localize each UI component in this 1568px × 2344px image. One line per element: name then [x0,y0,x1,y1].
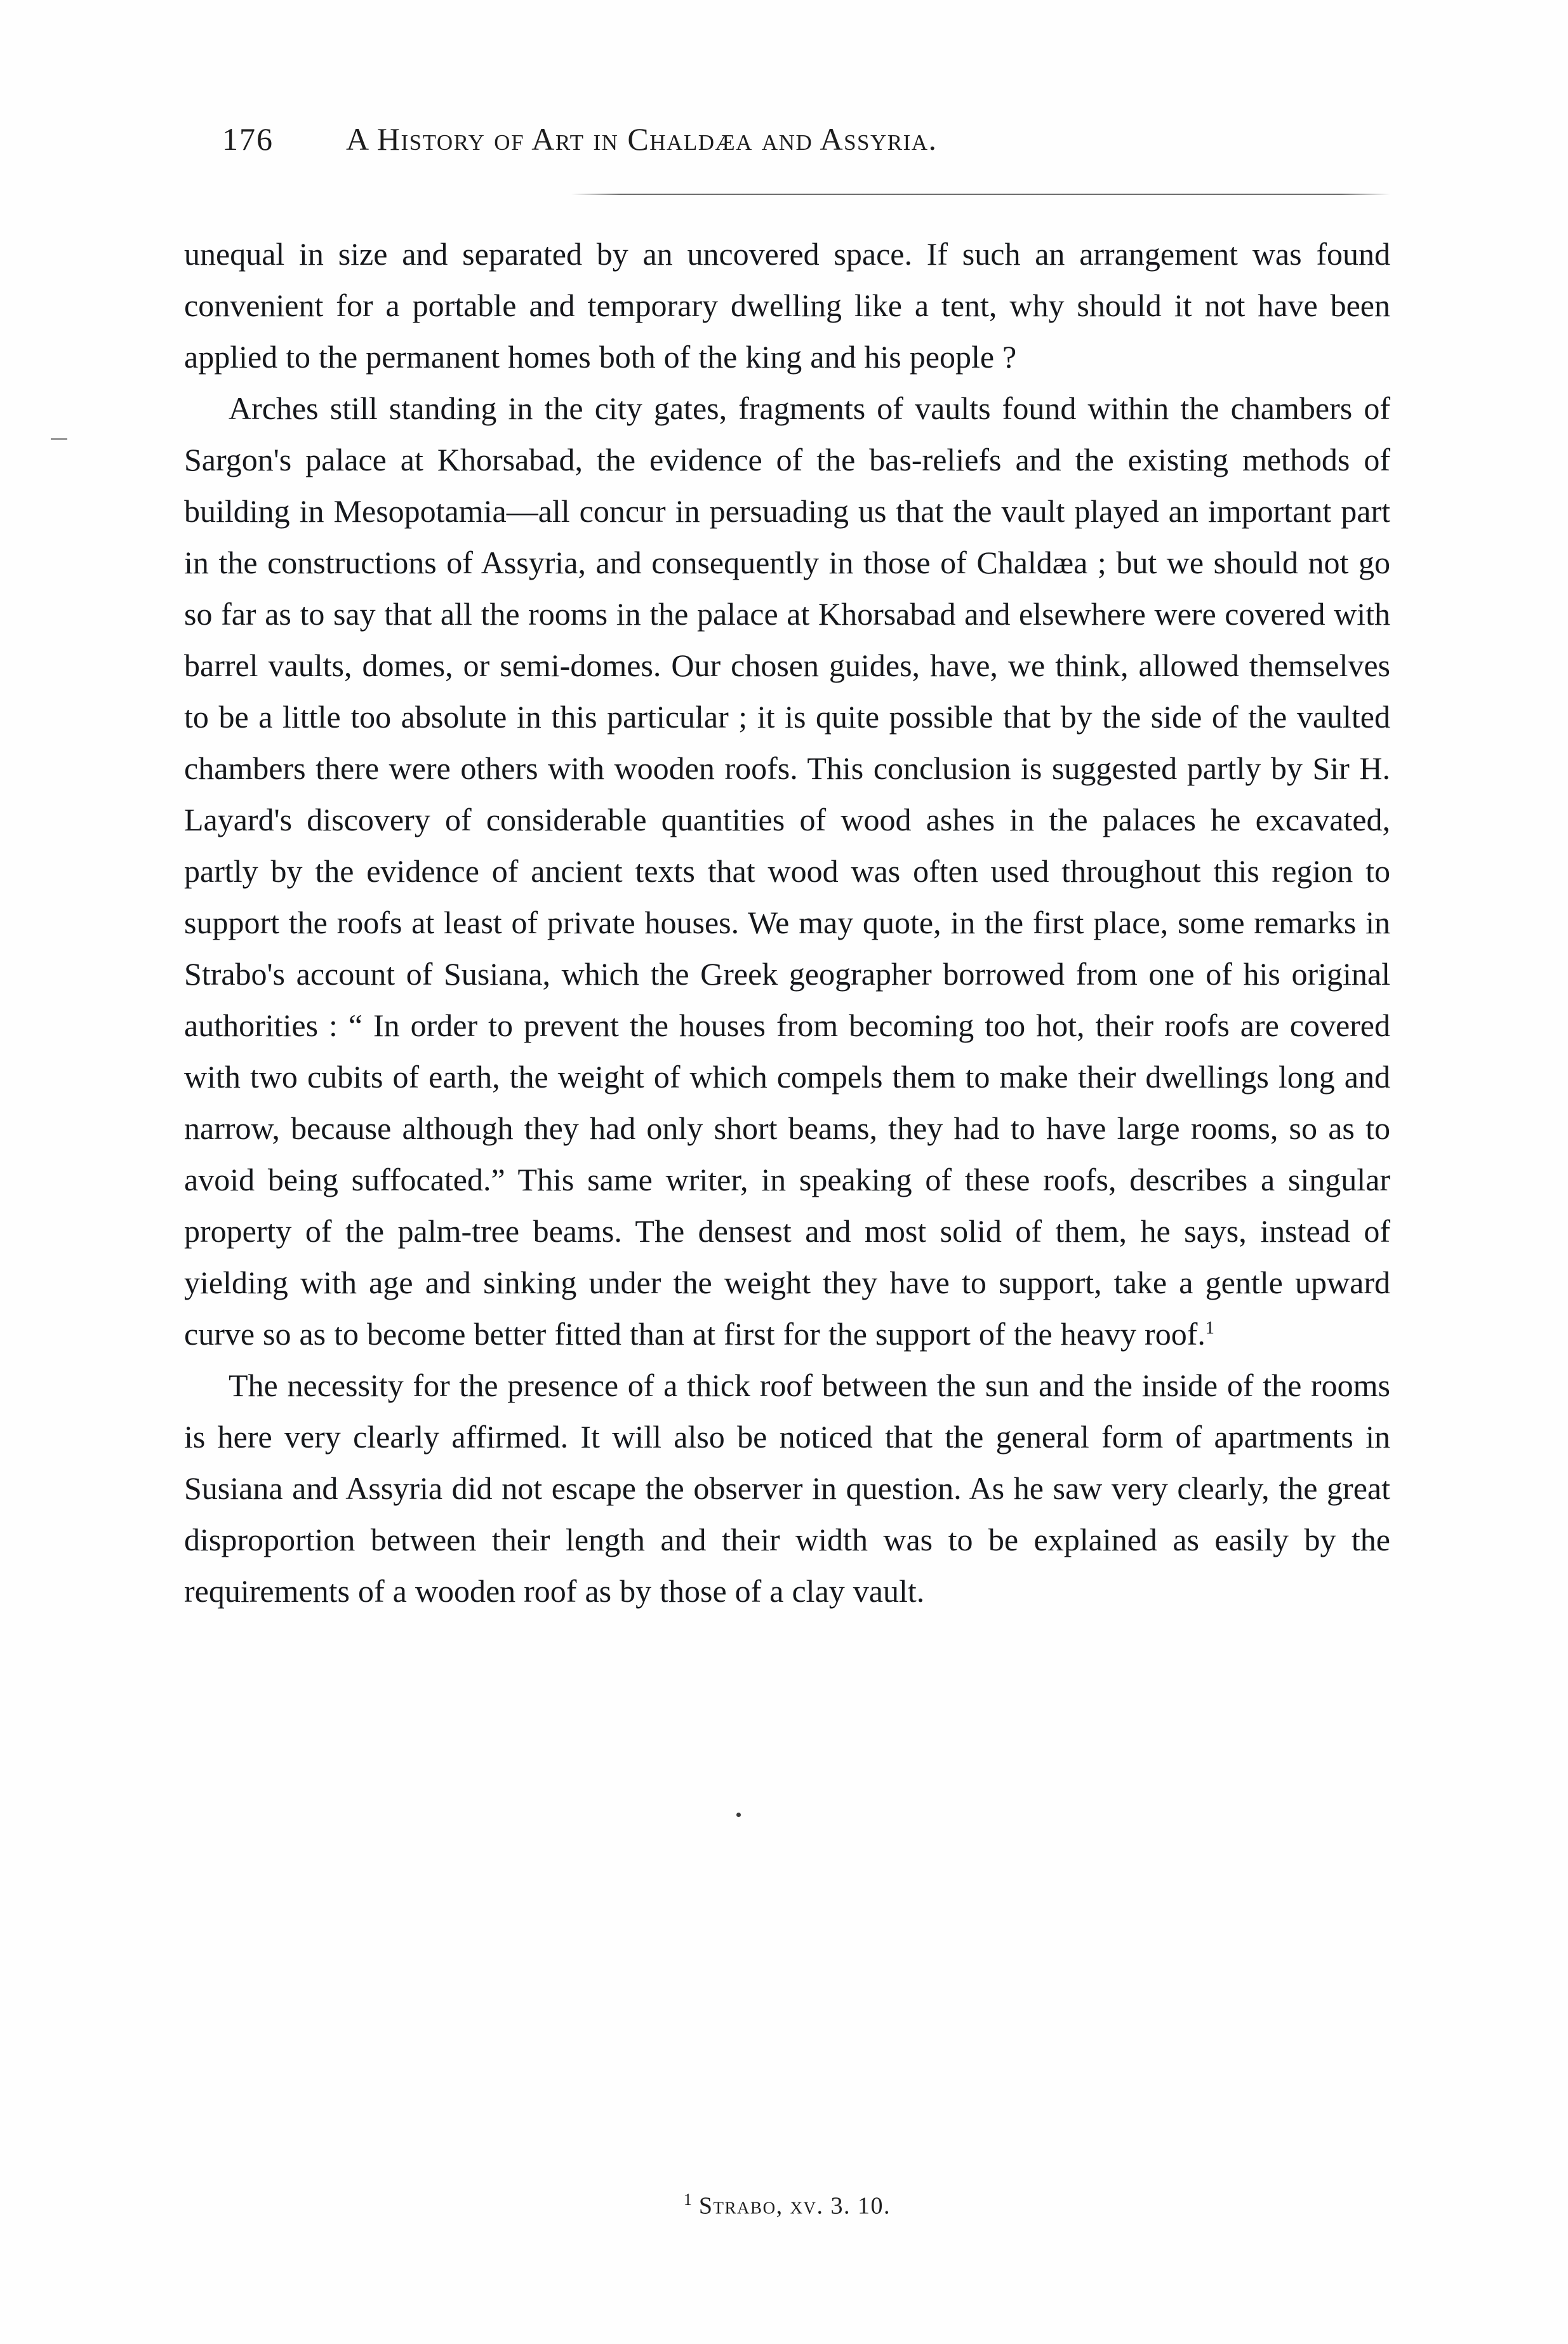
running-head [0,121,1568,171]
header-divider [571,194,1390,195]
paragraph-text: Arches still standing in the city gates, fragments of vaults found within the chambers of Sargon's palace at Khorsabad, the evidence of the bas-reliefs and the existing methods of building in Mesopotamia—all concur in persuading us that the vault played an important part in the constructions of Assyria, and consequently in those of Chaldæa ; but we should not go so far as to say that all the rooms in the palace at Khorsabad and elsewhere were covered with barrel vaults, domes, or semi-domes. Our chosen guides, have, we think, allowed themselves to be a little too absolute in this particular ; it is quite possible that by the side of the vaulted chambers there were others with wooden roofs. This conclusion is suggested partly by Sir H. Layard's discovery of considerable quantities of wood ashes in the palaces he excavated, partly by the evidence of ancient texts that wood was often used throughout this region to support the roofs at least of private houses. We may quote, in the first place, some remarks in Strabo's account of Susiana, which the Greek geographer borrowed from one of his original authorities : “ In order to prevent the houses from becoming too hot, their roofs are covered with two cubits of earth, the weight of which compels them to make their dwellings long and narrow, because although they had only short beams, they had to have large rooms, so as to avoid being suffocated.” This same writer, in speaking of these roofs, describes a singular property of the palm-tree beams. The densest and most solid of them, he says, instead of yielding with age and sinking under the weight they have to support, take a gentle upward curve so as to become better fitted than at first for the support of the heavy roof. [184,390,1390,1352]
paragraph: unequal in size and separated by an uncovered space. If such an arrangement was found convenient for a portable and temporary dwelling like a tent, why should it not have been applied to the permanent homes both of the king and his people ? [184,236,1390,375]
footnote-text: Strabo, xv. 3. 10. [698,2192,891,2220]
margin-mark [51,438,67,440]
footnote-marker: 1 [1205,1318,1214,1338]
body-text [184,229,1390,1617]
page-number: 176 [222,121,274,157]
footnote-marker: 1 [683,2190,692,2209]
footnote [184,2190,1390,2220]
paragraph: The necessity for the presence of a thick roof between the sun and the inside of the rooms is here very clearly affirmed. It will also be noticed that the general form of apartments in Susiana and Assyria did not escape the observer in question. As he saw very clearly, the great disproportion between their length and their width was to be explained as easily by the requirements of a wooden roof as by those of a clay vault. [184,1368,1390,1609]
stray-ink-dot [736,1813,741,1817]
running-head-title: A History of Art in Chaldæa and Assyria. [346,121,938,157]
paragraph [184,383,1390,1360]
